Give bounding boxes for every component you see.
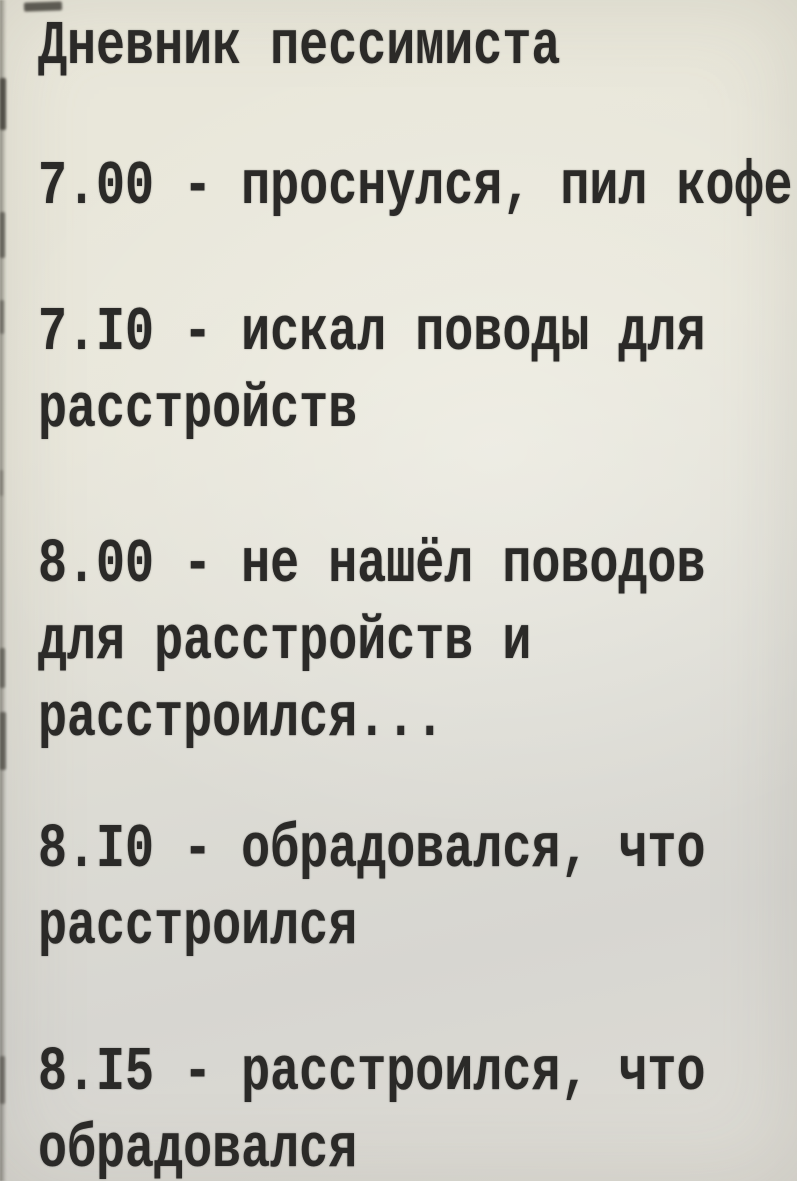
diary-entry-line: расстроился [38,891,358,962]
diary-entry-line: расстройств [38,374,358,445]
diary-entry-7-00 [38,148,797,225]
diary-entry-line: 8.I5 - расстроился, что [38,1037,706,1108]
diary-entry-line: 7.I0 - искал поводы для [38,297,706,368]
diary-entry-line: для расстройств и [38,606,532,677]
diary-entry-7-10 [38,294,797,448]
diary-entry-8-10 [38,811,797,965]
diary-title: Дневник пессимиста [38,11,561,82]
diary-entry-line: обрадовался [38,1114,358,1181]
diary-entry-line: 7.00 - проснулся, пил кофе [38,151,793,222]
diary-entry-8-15 [38,1034,797,1181]
diary-entry-line: 8.00 - не нашёл поводов [38,529,706,600]
diary-entry-line: 8.I0 - обрадовался, что [38,814,706,885]
diary-entry-line: расстроился... [38,683,445,754]
diary-entry-8-00 [38,526,797,757]
